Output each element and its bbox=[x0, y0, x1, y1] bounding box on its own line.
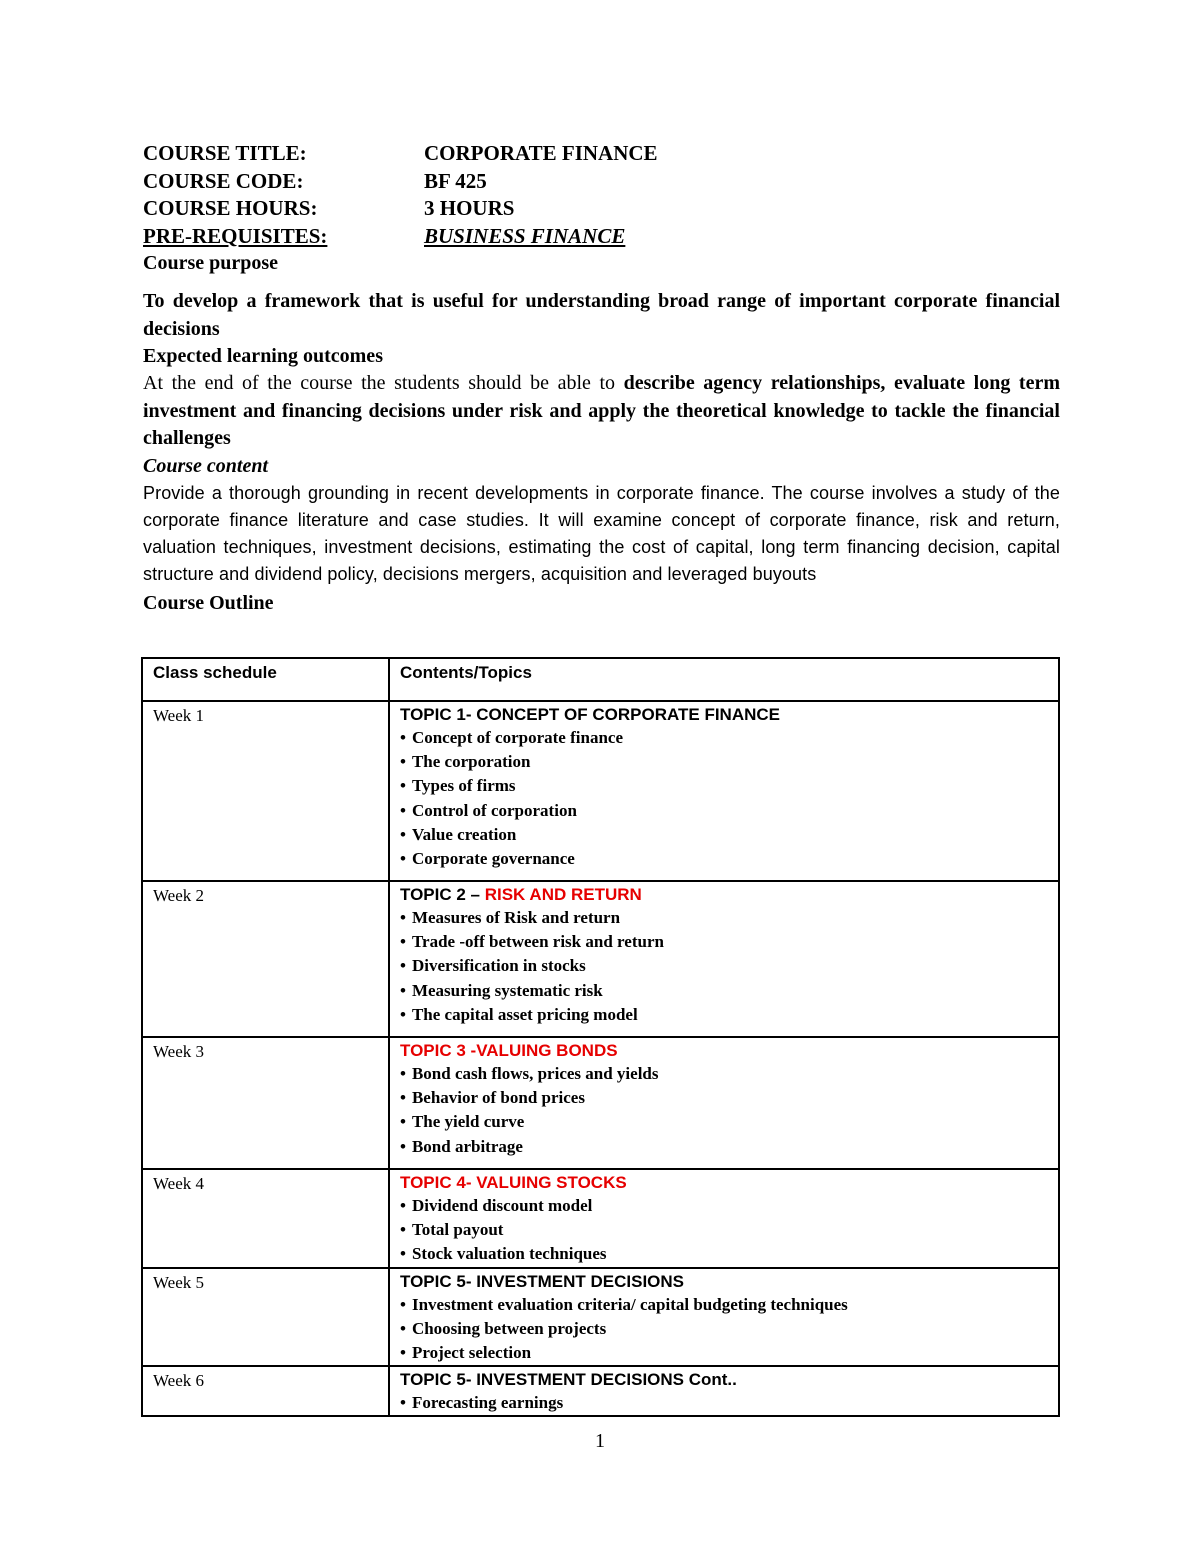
course-code-label: COURSE CODE: bbox=[143, 168, 304, 193]
learning-outcomes-intro: At the end of the course the students should be able to bbox=[143, 372, 624, 394]
list-item: • Types of firms bbox=[400, 774, 1048, 798]
table-row bbox=[142, 881, 1059, 1037]
list-item: • Value creation bbox=[400, 823, 1048, 847]
list-item: • Trade -off between risk and return bbox=[400, 930, 1048, 954]
table-row bbox=[142, 1037, 1059, 1169]
contents-topics-header: Contents/Topics bbox=[389, 658, 1059, 701]
course-title-label: COURSE TITLE: bbox=[143, 141, 307, 165]
table-header-row bbox=[142, 658, 1059, 701]
topics-cell bbox=[389, 1268, 1059, 1367]
topics-cell bbox=[389, 1169, 1059, 1268]
list-item: • Measuring systematic risk bbox=[400, 979, 1048, 1003]
list-item: • Dividend discount model bbox=[400, 1194, 1048, 1218]
topics-cell bbox=[389, 701, 1059, 881]
course-code-row bbox=[143, 168, 1060, 196]
topics-cell bbox=[389, 881, 1059, 1037]
course-title-row bbox=[143, 140, 1060, 168]
table-row bbox=[142, 1169, 1059, 1268]
course-hours-row bbox=[143, 195, 1060, 223]
table-row bbox=[142, 1366, 1059, 1416]
topic-title: TOPIC 1- CONCEPT OF CORPORATE FINANCE bbox=[400, 705, 781, 724]
table-row bbox=[142, 701, 1059, 881]
course-code-value: BF 425 bbox=[424, 168, 487, 193]
list-item: • Total payout bbox=[400, 1218, 1048, 1242]
learning-outcomes-detail: describe agency relationships, evaluate long term investment and financing decisions under risk and apply the theoretical knowledge to tackle the financial challenges bbox=[143, 372, 1060, 449]
list-item: • Investment evaluation criteria/ capital budgeting techniques bbox=[400, 1293, 1048, 1317]
list-item: • Project selection bbox=[400, 1341, 1048, 1365]
list-item: • Bond cash flows, prices and yields bbox=[400, 1062, 1048, 1086]
topic-title: TOPIC 5- INVESTMENT DECISIONS Cont.. bbox=[400, 1370, 737, 1390]
page-number: 1 bbox=[595, 1430, 605, 1452]
list-item: • Behavior of bond prices bbox=[400, 1086, 1048, 1110]
list-item: • The yield curve bbox=[400, 1110, 1048, 1134]
topic-title: TOPIC 3 -VALUING BONDS bbox=[400, 1041, 618, 1060]
course-purpose-heading: Course purpose bbox=[143, 252, 279, 274]
topic-title: TOPIC 2 – RISK AND RETURN bbox=[400, 885, 642, 904]
prerequisites-row bbox=[143, 223, 1060, 251]
week-cell: Week 5 bbox=[142, 1268, 389, 1367]
week-cell: Week 4 bbox=[142, 1169, 389, 1268]
topic-title: TOPIC 4- VALUING STOCKS bbox=[400, 1173, 627, 1192]
course-title-value: CORPORATE FINANCE bbox=[424, 141, 658, 165]
week-cell: Week 2 bbox=[142, 881, 389, 1037]
list-item: • Stock valuation techniques bbox=[400, 1242, 1048, 1266]
course-content-text: Provide a thorough grounding in recent developments in corporate finance. The course involves a study of the corporate finance literature and case studies. It will examine concept of corporate finance, risk and return, valuation techniques, investment decisions, estimating the cost of capital, long term financing decision, capital structure and dividend policy, decisions mergers, acquisition and leveraged buyouts bbox=[143, 482, 1060, 584]
list-item: • Bond arbitrage bbox=[400, 1135, 1048, 1159]
course-outline-table bbox=[141, 657, 1060, 1417]
topics-cell bbox=[389, 1366, 1059, 1416]
course-content-heading: Course content bbox=[143, 454, 269, 477]
list-item: • The capital asset pricing model bbox=[400, 1003, 1048, 1027]
week-cell: Week 6 bbox=[142, 1366, 389, 1416]
list-item: • Corporate governance bbox=[400, 847, 1048, 871]
list-item: • Diversification in stocks bbox=[400, 954, 1048, 978]
list-item: • Forecasting earnings bbox=[400, 1391, 1048, 1415]
class-schedule-header: Class schedule bbox=[142, 658, 389, 701]
list-item: • Concept of corporate finance bbox=[400, 726, 1048, 750]
list-item: • Choosing between projects bbox=[400, 1317, 1048, 1341]
course-outline-heading: Course Outline bbox=[143, 591, 274, 614]
prerequisites-label: PRE-REQUISITES: bbox=[143, 223, 328, 248]
prerequisites-value: BUSINESS FINANCE bbox=[424, 223, 626, 248]
course-purpose-text: To develop a framework that is useful for understanding broad range of important corporate financial decisions bbox=[143, 290, 1060, 340]
learning-outcomes-heading: Expected learning outcomes bbox=[143, 345, 383, 367]
week-cell: Week 1 bbox=[142, 701, 389, 881]
list-item: • Control of corporation bbox=[400, 799, 1048, 823]
document-body bbox=[143, 140, 1060, 617]
topic-title: TOPIC 5- INVESTMENT DECISIONS bbox=[400, 1271, 685, 1291]
list-item: • The corporation bbox=[400, 750, 1048, 774]
week-cell: Week 3 bbox=[142, 1037, 389, 1169]
course-hours-label: COURSE HOURS: bbox=[143, 196, 318, 220]
course-hours-value: 3 HOURS bbox=[424, 196, 515, 220]
topics-cell bbox=[389, 1037, 1059, 1169]
table-row bbox=[142, 1268, 1059, 1367]
list-item: • Measures of Risk and return bbox=[400, 906, 1048, 930]
learning-outcomes-text bbox=[143, 370, 1060, 453]
